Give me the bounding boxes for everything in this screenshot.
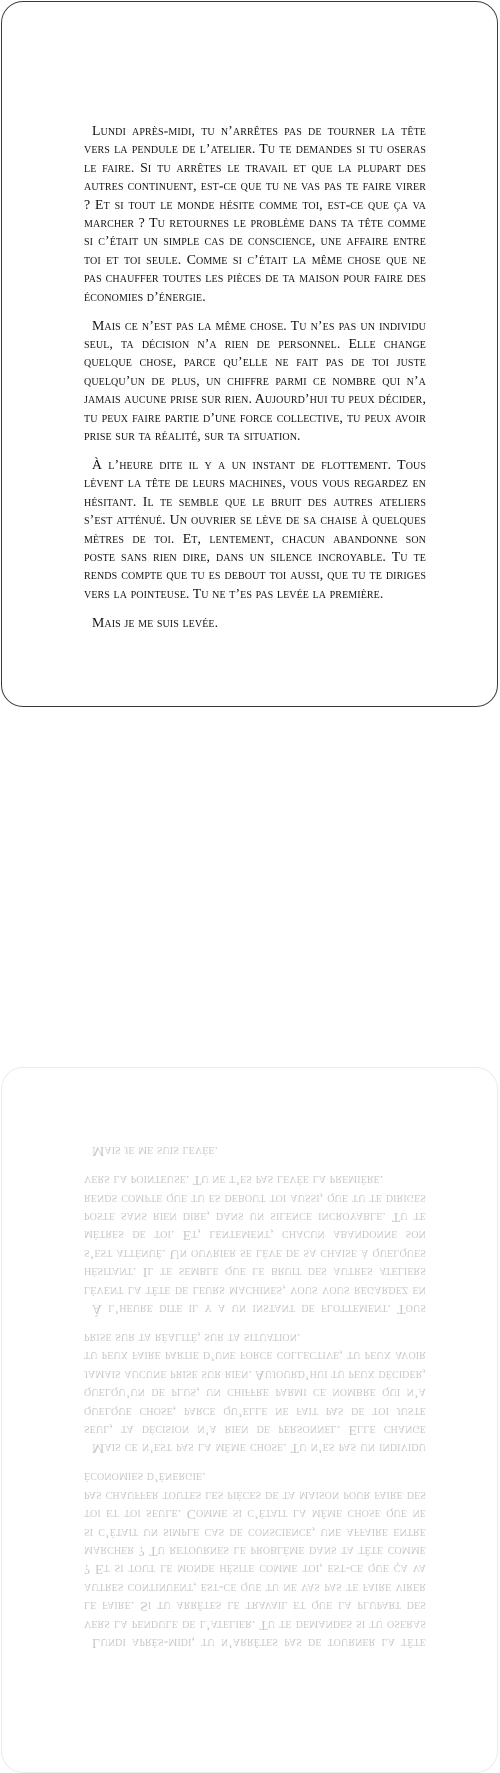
- reflection-card: [1, 1067, 498, 1773]
- reflection-paragraph-4: Mais je me suis levée.: [92, 1144, 219, 1160]
- paragraph-1: Lundi après-midi, tu n’arrêtes pas de tourner la tête vers la pendule de l’atelier. Tu te demandes si tu oseras le faire. Si tu arrêtes le travail et que la plupart des autres continuent, est-ce que tu ne vas pas te faire virer ? Et si tout le monde hésite comme toi, est-ce que ça va marcher ? Tu retournes le problème dans ta tête comme si c’était un simple cas de conscience, une affaire entre toi et toi seule. Comme si c’était la même chose que ne pas chauffer toutes les pièces de ta maison pour faire des économies d’énergie.: [84, 123, 426, 304]
- reflection-text: [84, 1131, 426, 1652]
- paragraph-3: À l’heure dite il y a un instant de flottement. Tous lèvent la tête de leurs machines, vous vous regardez en hésitant. Il te semble que le bruit des autres ateliers s’est atténué. Un ouvrier se lève de sa chaise à quelques mètres de toi. Et, lentement, chacun abandonne son poste sans rien dire, dans un silence incroyable. Tu te rends compte que tu es debout toi aussi, que tu te diriges vers la pointeuse. Tu ne t’es pas levée la première.: [84, 456, 426, 601]
- paragraph-4: Mais je me suis levée.: [92, 614, 219, 630]
- reflection-paragraph-2: Mais ce n’est pas la même chose. Tu n’es pas un individu seul, ta décision n’a rien de personnel. Elle change quelque chose, parce qu’elle ne fait pas de toi juste quelqu’un de plus, un chiffre parmi ce nombre qui n’a jamais aucune prise sur rien. Aujourd’hui tu peux décider, tu peux faire partie d’une force collective, tu peux avoir prise sur ta réalité, sur ta situation.: [84, 1331, 426, 1457]
- body-text: [84, 122, 426, 643]
- reflection-paragraph-1: Lundi après-midi, tu n’arrêtes pas de tourner la tête vers la pendule de l’atelier. Tu te demandes si tu oseras le faire. Si tu arrêtes le travail et que la plupart des autres continuent, est-ce que tu ne vas pas te faire virer ? Et si tout le monde hésite comme toi, est-ce que ça va marcher ? Tu retournes le problème dans ta tête comme si c’était un simple cas de conscience, une affaire entre toi et toi seule. Comme si c’était la même chose que ne pas chauffer toutes les pièces de ta maison pour faire des économies d’énergie.: [84, 1470, 426, 1651]
- page-reflection: [1, 712, 498, 1651]
- paragraph-2: Mais ce n’est pas la même chose. Tu n’es pas un individu seul, ta décision n’a rien de personnel. Elle change quelque chose, parce qu’elle ne fait pas de toi juste quelqu’un de plus, un chiffre parmi ce nombre qui n’a jamais aucune prise sur rien. Aujourd’hui tu peux décider, tu peux faire partie d’une force collective, tu peux avoir prise sur ta réalité, sur ta situation.: [84, 317, 426, 443]
- page-card: [1, 1, 498, 707]
- reflection-paragraph-3: À l’heure dite il y a un instant de flottement. Tous lèvent la tête de leurs machines, vous vous regardez en hésitant. Il te semble que le bruit des autres ateliers s’est atténué. Un ouvrier se lève de sa chaise à quelques mètres de toi. Et, lentement, chacun abandonne son poste sans rien dire, dans un silence incroyable. Tu te rends compte que tu es debout toi aussi, que tu te diriges vers la pointeuse. Tu ne t’es pas levée la première.: [84, 1173, 426, 1318]
- reflection-fade: [1, 712, 498, 1067]
